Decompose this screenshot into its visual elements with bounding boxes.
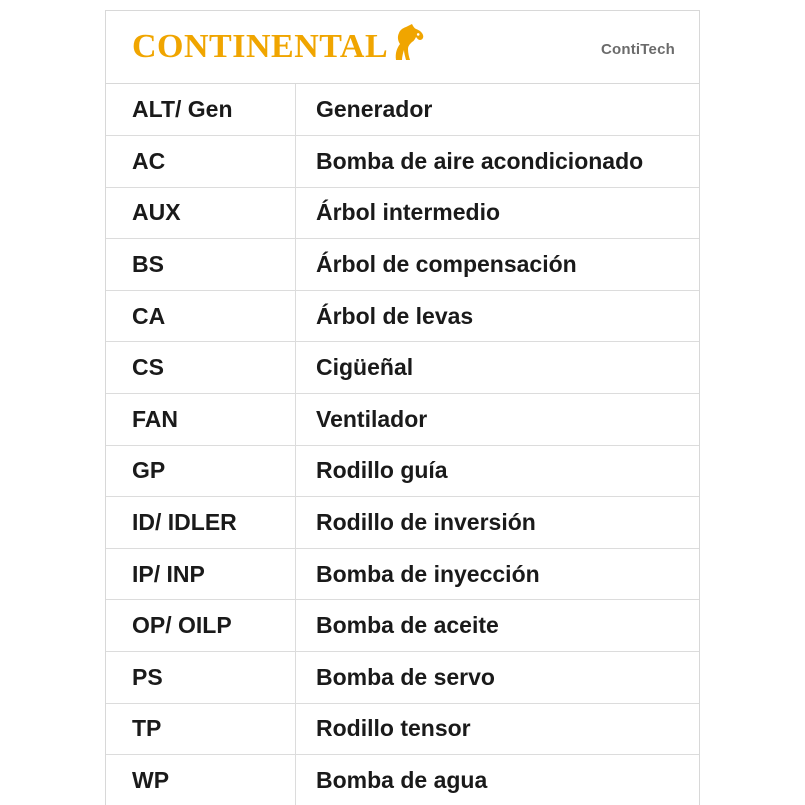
row-description: Árbol de levas: [296, 290, 700, 342]
table-row: [106, 136, 699, 188]
table-row: [106, 187, 699, 239]
row-code: BS: [106, 239, 296, 291]
row-description: Ventilador: [296, 394, 700, 446]
row-description: Árbol intermedio: [296, 187, 700, 239]
table-row: [106, 342, 699, 394]
contitech-label: ContiTech: [600, 41, 675, 58]
row-code: CS: [106, 342, 296, 394]
table-row: [106, 497, 699, 549]
row-code: WP: [106, 755, 296, 805]
brand-header: [106, 11, 699, 84]
row-description: Rodillo de inversión: [296, 497, 700, 549]
row-description: Bomba de inyección: [296, 548, 700, 600]
row-description: Bomba de servo: [296, 652, 700, 704]
row-code: AC: [106, 136, 296, 188]
row-description: Cigüeñal: [296, 342, 700, 394]
row-description: Bomba de agua: [296, 755, 700, 805]
row-description: Árbol de compensación: [296, 239, 700, 291]
table-row: [106, 548, 699, 600]
table-row: [106, 600, 699, 652]
row-code: OP/ OILP: [106, 600, 296, 652]
row-code: CA: [106, 290, 296, 342]
table-row: [106, 652, 699, 704]
table-row: [106, 703, 699, 755]
row-code: ID/ IDLER: [106, 497, 296, 549]
table-row: [106, 445, 699, 497]
continental-logo: [132, 25, 424, 68]
table-row: [106, 290, 699, 342]
row-code: ALT/ Gen: [106, 84, 296, 136]
table-row: [106, 755, 699, 805]
row-description: Rodillo guía: [296, 445, 700, 497]
row-code: AUX: [106, 187, 296, 239]
row-description: Bomba de aceite: [296, 600, 700, 652]
table-row: [106, 84, 699, 136]
abbreviation-table: [106, 84, 699, 805]
row-code: TP: [106, 703, 296, 755]
row-code: GP: [106, 445, 296, 497]
table-body: [106, 84, 699, 805]
row-description: Generador: [296, 84, 700, 136]
horse-icon: [390, 23, 424, 66]
row-description: Bomba de aire acondicionado: [296, 136, 700, 188]
row-code: FAN: [106, 394, 296, 446]
brand-wordmark: CONTINENTAL: [132, 27, 389, 65]
legend-sheet: [105, 10, 700, 805]
row-code: IP/ INP: [106, 548, 296, 600]
table-row: [106, 394, 699, 446]
table-row: [106, 239, 699, 291]
row-code: PS: [106, 652, 296, 704]
row-description: Rodillo tensor: [296, 703, 700, 755]
